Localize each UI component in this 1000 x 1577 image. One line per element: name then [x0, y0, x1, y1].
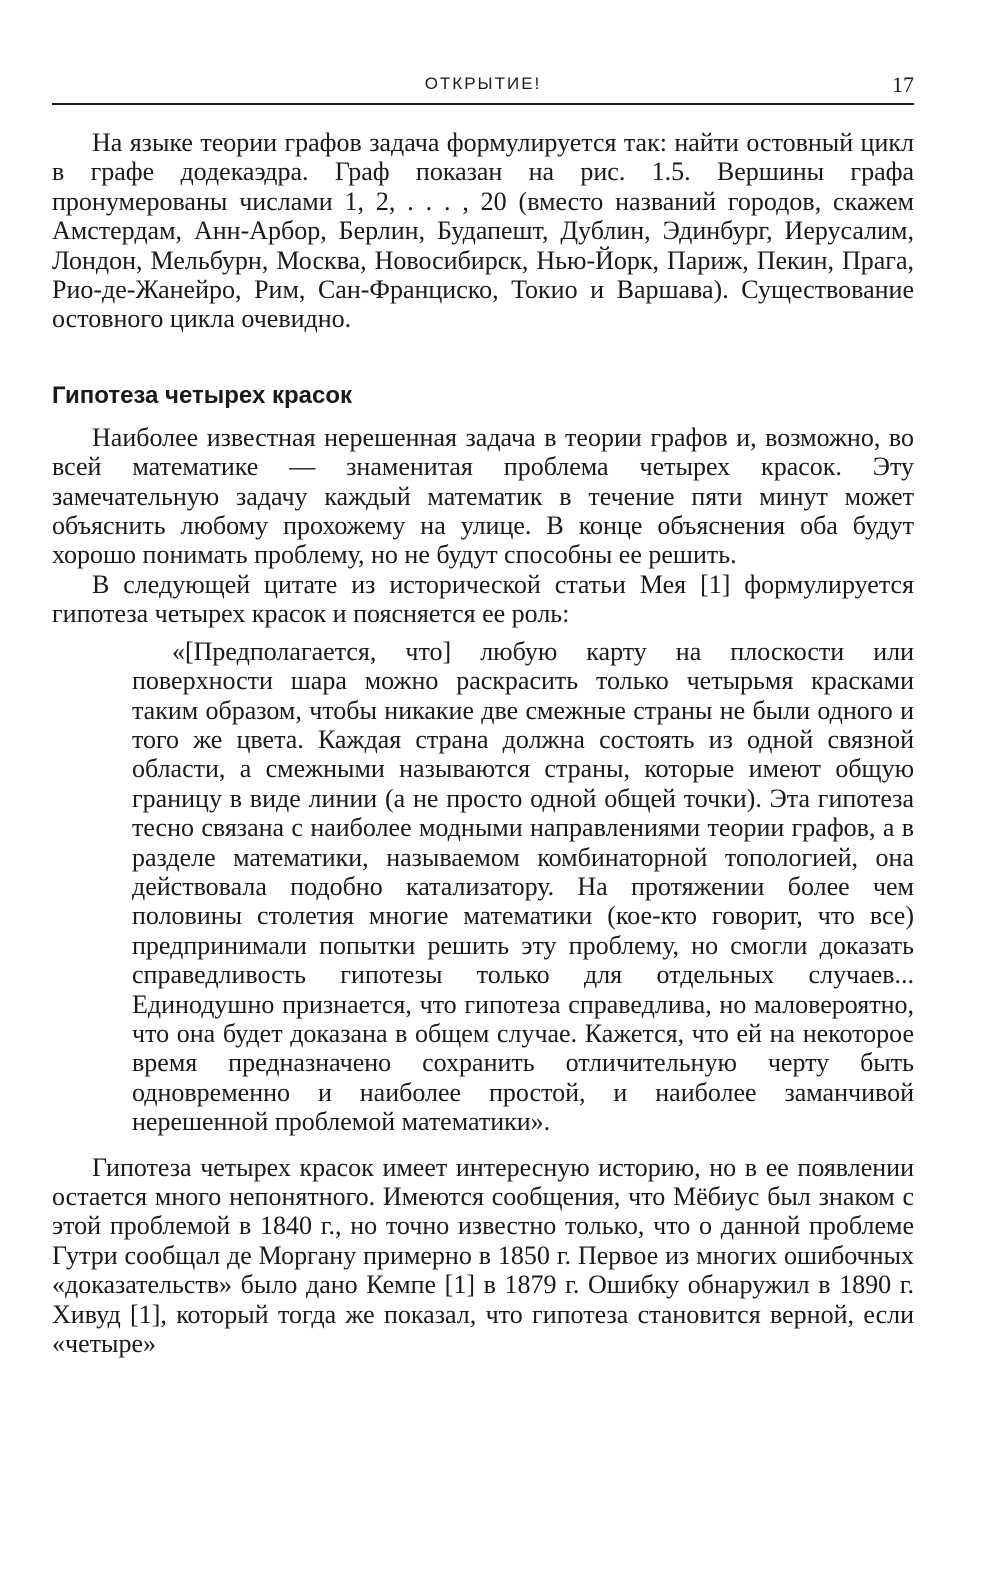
paragraph-famous-problem: Наиболее известная нерешенная задача в теории графов и, возможно, во всей математике — знаменитая проблема четырех красок. Эту замечательную задачу каждый математик в течение пяти минут может объяснить любому прохожему на улице. В конце объяснения оба будут хорошо понимать проблему, но не будут способны ее решить. — [52, 422, 914, 570]
running-head — [52, 70, 914, 106]
block-quote: «[Предполагается, что] любую карту на плоскости или поверхности шара можно раскрасить только четырьмя красками таким образом, чтобы никакие две смежные страны не были одного и того же цвета. Каждая страна должна состоять из одной связной области, а смежными называются страны, которые имеют общую границу в виде линии (а не просто одной общей точки). Эта гипотеза тесно связана с наиболее модными направлениями теории графов, а в разделе математики, называемом комбинаторной топологией, она действовала подобно катализатору. На протяжении более чем половины столетия многие математики (кое-кто говорит, что все) предпринимали попытки решить эту проблему, но смогли доказать справедливость гипотезы только для отдельных случаев... Единодушно признается, что гипотеза справедлива, но маловероятно, что она будет доказана в общем случае. Кажется, что ей на некоторое время предназначено сохранить отличительную черту быть одновременно и наиболее простой, и наиболее заманчивой нерешенной проблемой математики». — [132, 636, 914, 1137]
section-heading: Гипотеза четырех красок — [52, 381, 353, 409]
page-body — [52, 128, 914, 1358]
header-rule — [52, 103, 914, 105]
paragraph-history: Гипотеза четырех красок имеет интересную историю, но в ее появлении остается много непонятного. Имеются сообщения, что Мёбиус был знаком с этой проблемой в 1840 г., но точно известно только, что о данной проблеме Гутри сообщал де Моргану примерно в 1850 г. Первое из многих ошибочных «доказательств» было дано Кемпе [1] в 1879 г. Ошибку обнаружил в 1890 г. Хивуд [1], который тогда же показал, что гипотеза становится верной, если «четыре» — [52, 1152, 914, 1359]
paragraph-intro: На языке теории графов задача формулируется так: найти остовный цикл в графе додекаэдра. Граф показан на рис. 1.5. Вершины графа пронумерованы числами 1, 2, . . . , 20 (вместо названий городов, скажем Амстердам, Анн-Арбор, Берлин, Будапешт, Дублин, Эдинбург, Иерусалим, Лондон, Мельбурн, Москва, Новосибирск, Нью-Йорк, Париж, Пекин, Прага, Рио-де-Жанейро, Рим, Сан-Франциско, Токио и Варшава). Существование остовного цикла очевидно. — [52, 128, 914, 334]
running-title: ОТКРЫТИЕ! — [424, 74, 542, 93]
page-number: 17 — [892, 72, 914, 97]
paragraph-citation-intro: В следующей цитате из исторической статьи Мея [1] формулируется гипотеза четырех красок и поясняется ее роль: — [52, 569, 914, 629]
